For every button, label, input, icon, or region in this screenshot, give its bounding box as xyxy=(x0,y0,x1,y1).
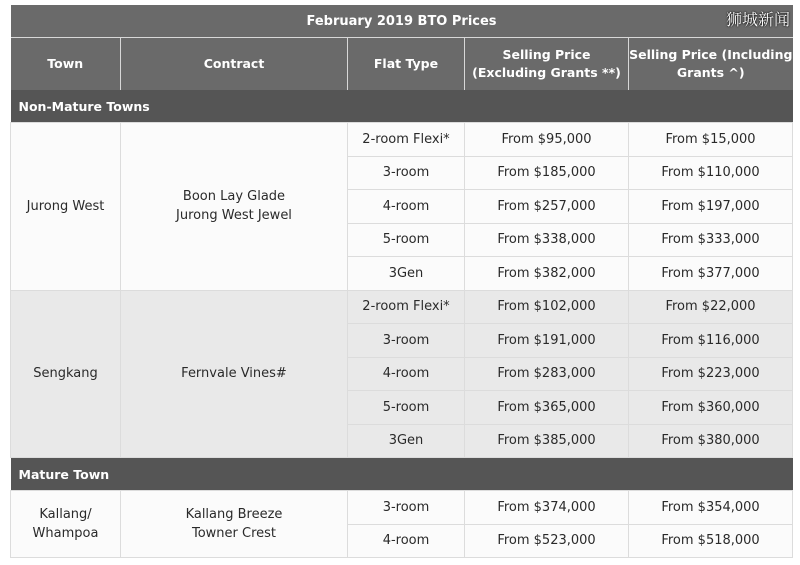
contract-cell xyxy=(121,491,348,558)
flat-type-cell: 3-room xyxy=(348,156,465,190)
price-excl-cell: From $102,000 xyxy=(465,290,629,324)
header-price-excluding-grants: Selling Price (Excluding Grants **) xyxy=(465,38,629,91)
flat-type-cell: 3Gen xyxy=(348,257,465,291)
table-row xyxy=(11,290,793,324)
table-row xyxy=(11,491,793,525)
header-flat-type: Flat Type xyxy=(348,38,465,91)
table-title: February 2019 BTO Prices xyxy=(11,5,793,38)
town-cell: Jurong West xyxy=(11,123,121,291)
section-row-mature xyxy=(11,458,793,491)
price-excl-cell: From $374,000 xyxy=(465,491,629,525)
contract-cell xyxy=(121,290,348,458)
price-incl-cell: From $354,000 xyxy=(629,491,793,525)
contract-line: Towner Crest xyxy=(191,526,277,541)
bto-price-table xyxy=(10,5,793,558)
flat-type-cell: 3-room xyxy=(348,324,465,358)
price-excl-cell: From $257,000 xyxy=(465,190,629,224)
flat-type-cell: 4-room xyxy=(348,524,465,558)
contract-line: Jurong West Jewel xyxy=(176,208,292,224)
price-incl-cell: From $197,000 xyxy=(629,190,793,224)
flat-type-cell: 2-room Flexi* xyxy=(348,290,465,324)
price-excl-cell: From $185,000 xyxy=(465,156,629,190)
price-incl-cell: From $15,000 xyxy=(629,123,793,157)
price-excl-cell: From $338,000 xyxy=(465,223,629,257)
price-excl-cell: From $365,000 xyxy=(465,391,629,425)
flat-type-cell: 5-room xyxy=(348,391,465,425)
flat-type-cell: 2-room Flexi* xyxy=(348,123,465,157)
watermark-text: 狮城新闻 xyxy=(725,10,790,29)
contract-line: Fernvale Vines# xyxy=(181,366,287,382)
flat-type-cell: 3-room xyxy=(348,491,465,525)
flat-type-cell: 5-room xyxy=(348,223,465,257)
flat-type-cell: 3Gen xyxy=(348,424,465,458)
price-excl-cell: From $283,000 xyxy=(465,357,629,391)
section-row-non-mature xyxy=(11,90,793,123)
bto-price-table-container xyxy=(10,5,792,558)
table-title-row xyxy=(11,5,793,38)
price-incl-cell: From $360,000 xyxy=(629,391,793,425)
header-town: Town xyxy=(11,38,121,91)
price-excl-cell: From $191,000 xyxy=(465,324,629,358)
price-incl-cell: From $333,000 xyxy=(629,223,793,257)
price-excl-cell: From $95,000 xyxy=(465,123,629,157)
price-incl-cell: From $377,000 xyxy=(629,257,793,291)
town-cell: Kallang/ Whampoa xyxy=(11,491,121,558)
section-label: Non-Mature Towns xyxy=(11,90,793,123)
contract-cell xyxy=(121,123,348,291)
price-incl-cell: From $518,000 xyxy=(629,524,793,558)
price-excl-cell: From $382,000 xyxy=(465,257,629,291)
town-cell: Sengkang xyxy=(11,290,121,458)
price-incl-cell: From $380,000 xyxy=(629,424,793,458)
price-incl-cell: From $22,000 xyxy=(629,290,793,324)
price-incl-cell: From $110,000 xyxy=(629,156,793,190)
section-label: Mature Town xyxy=(11,458,793,491)
flat-type-cell: 4-room xyxy=(348,357,465,391)
contract-line: Kallang Breeze xyxy=(185,507,283,522)
flat-type-cell: 4-room xyxy=(348,190,465,224)
price-excl-cell: From $523,000 xyxy=(465,524,629,558)
header-price-including-grants: Selling Price (Including Grants ^) xyxy=(629,38,793,91)
header-contract: Contract xyxy=(121,38,348,91)
contract-line: Boon Lay Glade xyxy=(182,189,286,205)
price-incl-cell: From $223,000 xyxy=(629,357,793,391)
price-excl-cell: From $385,000 xyxy=(465,424,629,458)
column-header-row xyxy=(11,38,793,91)
table-row xyxy=(11,123,793,157)
price-incl-cell: From $116,000 xyxy=(629,324,793,358)
